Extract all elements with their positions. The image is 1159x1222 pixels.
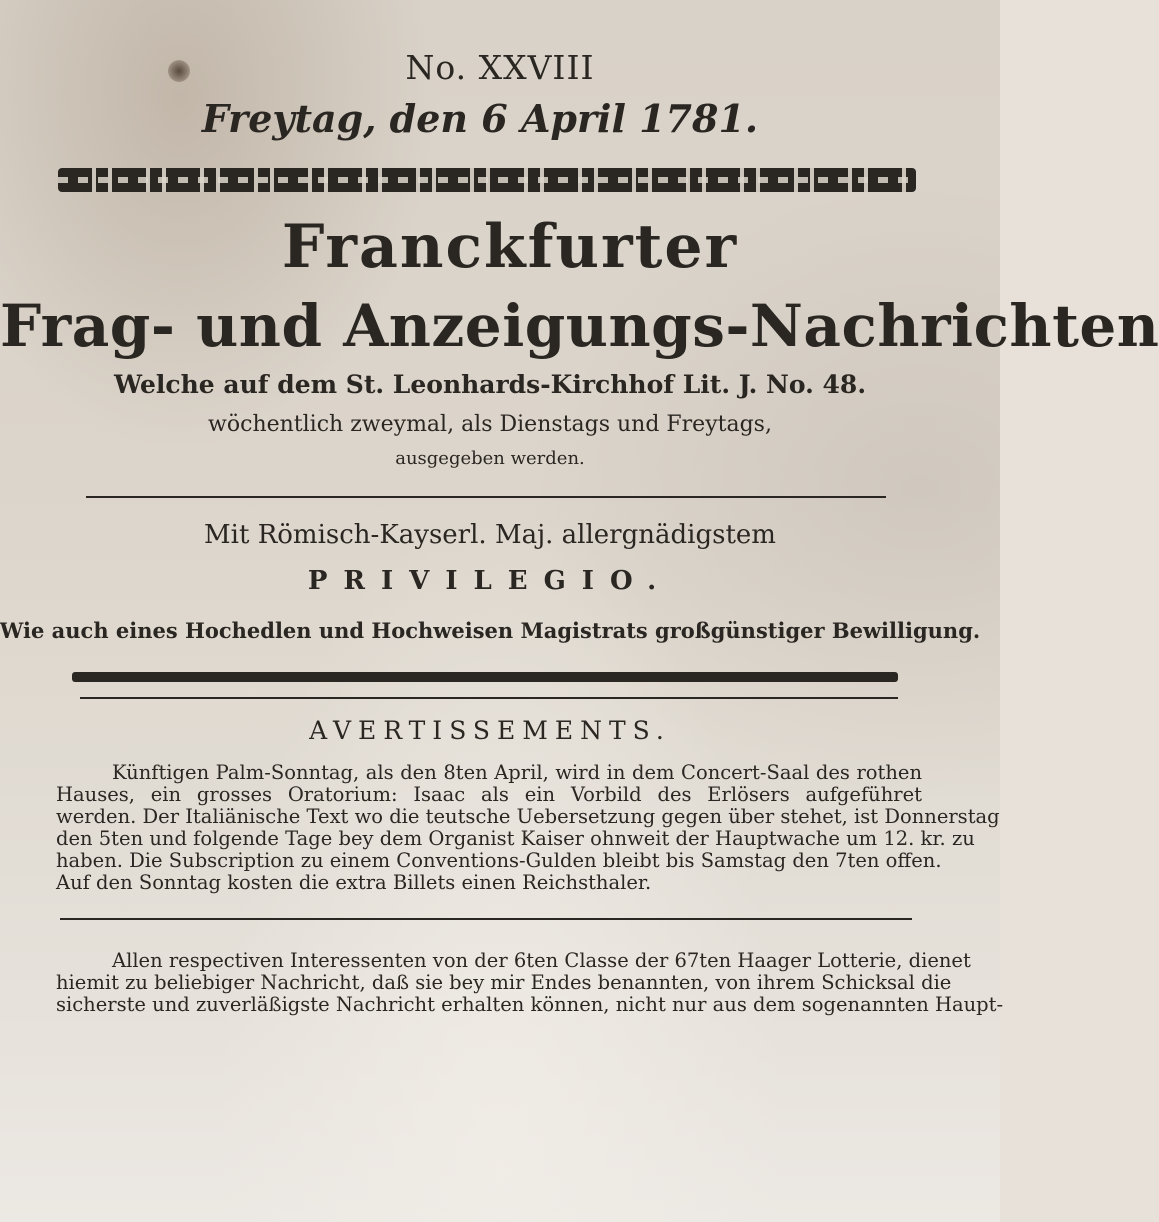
text-line: hiemit zu beliebiger Nachricht, daß sie bey mir Endes benannten, von ihrem Schicksal die — [56, 971, 952, 994]
issue-number: No. XXVIII — [405, 48, 595, 87]
ornamental-border — [58, 168, 916, 192]
newspaper-title-line2: Frag- und Anzeigungs-Nachrichten — [0, 292, 1159, 360]
divider-rule — [86, 496, 886, 498]
issue-date: Freytag, den 6 April 1781. — [201, 96, 759, 141]
section-heading: AVERTISSEMENTS. — [309, 716, 671, 745]
publisher-address: Welche auf dem St. Leonhards-Kirchhof Lit. J. No. 48. — [113, 370, 867, 399]
thin-divider — [80, 697, 898, 699]
privilege-heading: PRIVILEGIO. — [307, 566, 673, 596]
advert-paragraph-2 — [56, 949, 1004, 1016]
advert-paragraph-1 — [56, 761, 1000, 894]
text-line: Auf den Sonntag kosten die extra Billets einen Reichsthaler. — [56, 871, 652, 894]
text-line: Künftigen Palm-Sonntag, als den 8ten April, wird in dem Concert-Saal des rothen — [112, 761, 922, 784]
newspaper-title-line1: Franckfurter — [281, 212, 739, 282]
text-line: Allen respectiven Interessenten von der 6ten Classe der 67ten Haager Lotterie, dienet — [112, 949, 971, 972]
publication-note: ausgegeben werden. — [395, 448, 585, 469]
text-line: werden. Der Italiänische Text wo die teutsche Uebersetzung gegen über stehet, ist Donnerstag — [56, 805, 1000, 828]
publication-schedule: wöchentlich zweymal, als Dienstags und Freytags, — [208, 412, 772, 437]
privilege-line1: Mit Römisch-Kayserl. Maj. allergnädigstem — [204, 520, 776, 550]
text-line: den 5ten und folgende Tage bey dem Organist Kaiser ohnweit der Hauptwache um 12. kr. zu — [56, 827, 975, 850]
divider-rule — [60, 918, 912, 920]
text-line: haben. Die Subscription zu einem Conventions-Gulden bleibt bis Samstag den 7ten offen. — [56, 849, 942, 872]
heavy-divider — [72, 672, 898, 682]
text-line: Hauses, ein grosses Oratorium: Isaac als ein Vorbild des Erlösers aufgeführet — [56, 783, 922, 806]
text-line: sicherste und zuverläßigste Nachricht erhalten können, nicht nur aus dem sogenannten Haupt- — [56, 993, 1004, 1016]
privilege-line3: Wie auch eines Hochedlen und Hochweisen Magistrats großgünstiger Bewilligung. — [0, 618, 981, 643]
